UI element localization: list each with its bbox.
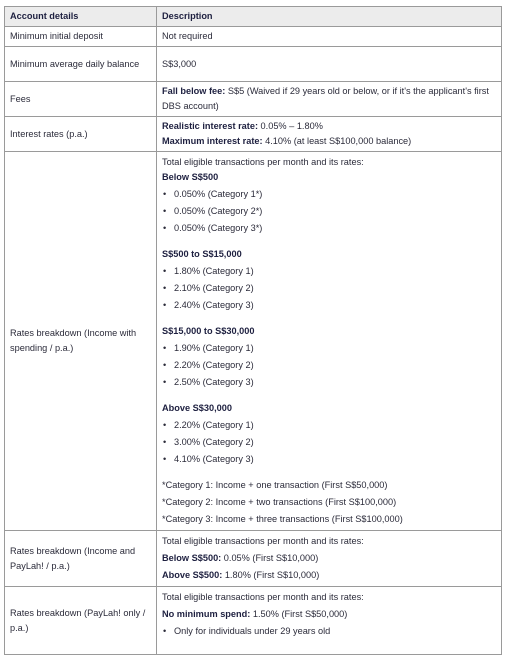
list-item: • 0.050% (Category 1*): [162, 187, 496, 202]
interest-line-maximum: [162, 134, 496, 149]
category-note: *Category 3: Income + three transactions (First S$100,000): [162, 514, 403, 524]
interest-realistic-value: 0.05% – 1.80%: [258, 121, 323, 131]
list-item: • 2.10% (Category 2): [162, 281, 496, 296]
list-item: • 0.050% (Category 3*): [162, 221, 496, 236]
table-header-row: [5, 7, 502, 27]
row-value-breakdown-spending: [157, 152, 502, 531]
row-label-breakdown-paylah-only: Rates breakdown (PayLah! only / p.a.): [5, 587, 157, 655]
row-value-fees: [157, 82, 502, 117]
tier-heading: Above S$30,000: [162, 403, 232, 413]
row-label-breakdown-spending: Rates breakdown (Income with spending / p.a.): [5, 152, 157, 531]
paylah-only-list: [162, 624, 496, 639]
table-row: [5, 117, 502, 152]
tier-rate-list: [162, 418, 496, 467]
list-item: • 0.050% (Category 2*): [162, 204, 496, 219]
category-note: *Category 2: Income + two transactions (First S$100,000): [162, 497, 397, 507]
tier-rate-list: [162, 187, 496, 236]
list-item: • Only for individuals under 29 years old: [162, 624, 496, 639]
list-item: • 1.90% (Category 1): [162, 341, 496, 356]
list-item: • 2.40% (Category 3): [162, 298, 496, 313]
tier-heading: S$15,000 to S$30,000: [162, 326, 255, 336]
interest-maximum-value: 4.10% (at least S$100,000 balance): [262, 136, 412, 146]
tier-heading: Below S$500: [162, 172, 219, 182]
header-account-details: Account details: [5, 7, 157, 27]
interest-realistic-label: Realistic interest rate:: [162, 121, 258, 131]
category-note: *Category 1: Income + one transaction (First S$50,000): [162, 480, 388, 490]
fees-text: S$5 (Waived if 29 years old or below, or if it's the applicant's first DBS account): [162, 86, 489, 111]
list-item: • 2.20% (Category 1): [162, 418, 496, 433]
row-value-breakdown-paylah-only: [157, 587, 502, 655]
breakdown-paylah-intro: Total eligible transactions per month and its rates:: [162, 536, 364, 546]
breakdown-paylah-only-intro: Total eligible transactions per month and its rates:: [162, 592, 364, 602]
table-row: [5, 152, 502, 531]
paylah-only-line: [162, 607, 496, 622]
table-row: [5, 82, 502, 117]
row-label-fees: Fees: [5, 82, 157, 117]
paylah-above-value: 1.80% (First S$10,000): [222, 570, 320, 580]
paylah-below-label: Below S$500:: [162, 553, 222, 563]
paylah-above-label: Above S$500:: [162, 570, 223, 580]
row-label-min-deposit: Minimum initial deposit: [5, 27, 157, 47]
list-item: • 4.10% (Category 3): [162, 452, 496, 467]
header-description: Description: [157, 7, 502, 27]
fees-bold-label: Fall below fee:: [162, 86, 226, 96]
row-value-min-balance: S$3,000: [157, 47, 502, 82]
table-row: [5, 27, 502, 47]
paylah-above-line: [162, 568, 496, 583]
row-label-min-balance: Minimum average daily balance: [5, 47, 157, 82]
paylah-below-value: 0.05% (First S$10,000): [221, 553, 319, 563]
tier-rate-list: [162, 264, 496, 313]
breakdown-spending-intro: Total eligible transactions per month and its rates:: [162, 157, 364, 167]
interest-line-realistic: [162, 119, 496, 134]
paylah-below-line: [162, 551, 496, 566]
list-item: • 1.80% (Category 1): [162, 264, 496, 279]
interest-maximum-label: Maximum interest rate:: [162, 136, 263, 146]
row-value-min-deposit: Not required: [157, 27, 502, 47]
table-row: [5, 531, 502, 587]
account-details-table-wrapper: [4, 6, 502, 655]
tier-heading: S$500 to S$15,000: [162, 249, 242, 259]
row-value-interest: [157, 117, 502, 152]
account-details-table: [4, 6, 502, 655]
paylah-only-value: 1.50% (First S$50,000): [250, 609, 348, 619]
paylah-only-label: No minimum spend:: [162, 609, 251, 619]
table-row: [5, 47, 502, 82]
row-value-breakdown-paylah: [157, 531, 502, 587]
list-item: • 2.20% (Category 2): [162, 358, 496, 373]
row-label-interest: Interest rates (p.a.): [5, 117, 157, 152]
row-label-breakdown-paylah: Rates breakdown (Income and PayLah! / p.a.): [5, 531, 157, 587]
list-item: • 3.00% (Category 2): [162, 435, 496, 450]
table-row: [5, 587, 502, 655]
tier-rate-list: [162, 341, 496, 390]
list-item: • 2.50% (Category 3): [162, 375, 496, 390]
